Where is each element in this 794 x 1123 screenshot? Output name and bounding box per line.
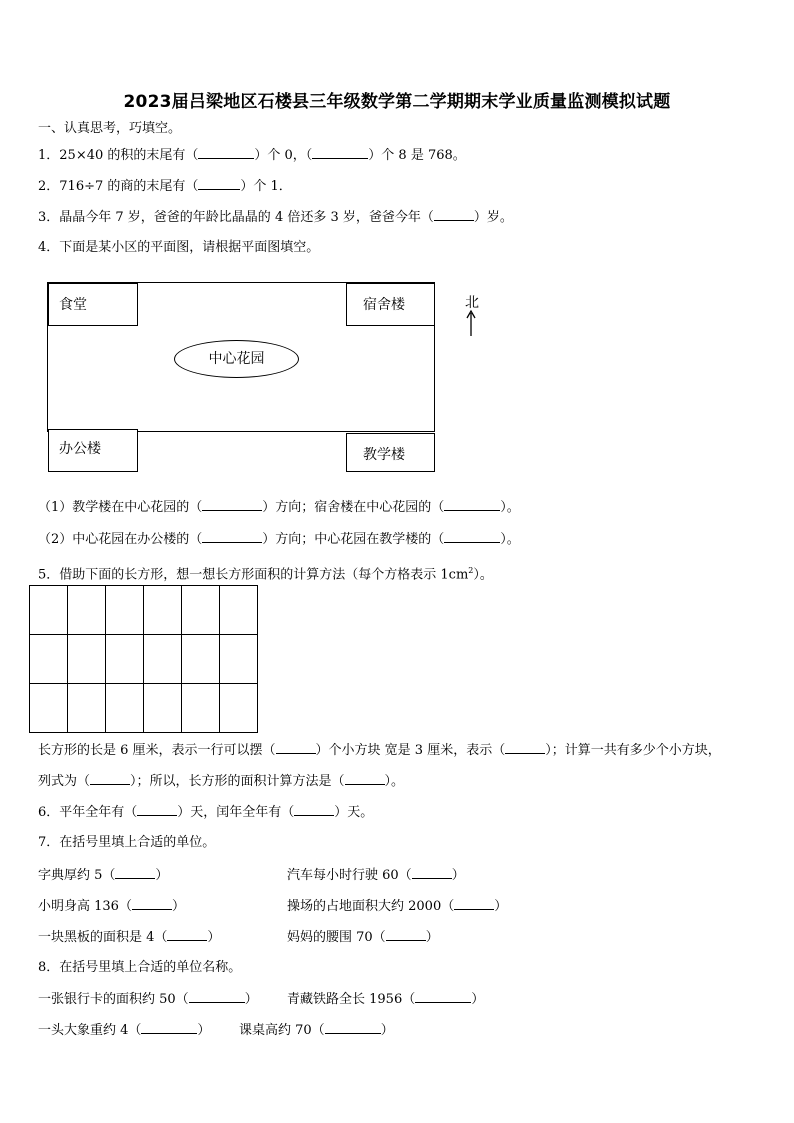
question-5 bbox=[38, 562, 493, 584]
q4-sub1-post: ）。 bbox=[500, 500, 520, 515]
q8-item-3-post: ） bbox=[197, 1023, 211, 1038]
q6-post: ）天。 bbox=[334, 805, 374, 820]
grid-cell bbox=[220, 635, 258, 684]
grid-cell bbox=[144, 684, 182, 733]
question-4-sub-1 bbox=[38, 498, 520, 517]
q7-item-4-post: ） bbox=[494, 899, 508, 914]
q8-item bbox=[287, 990, 484, 1009]
question-1 bbox=[38, 146, 466, 165]
q5-text-sup: 2 bbox=[468, 566, 474, 575]
room-canteen-label: 食堂 bbox=[59, 297, 87, 313]
grid-cell bbox=[144, 586, 182, 635]
q5-line1-pre: 长方形的长是 6 厘米，表示一行可以摆（ bbox=[38, 743, 276, 758]
q6-mid: ）天，闰年全年有（ bbox=[177, 805, 295, 820]
q7-item-6-post: ） bbox=[425, 930, 439, 945]
q5-blank-2[interactable] bbox=[505, 741, 545, 754]
q7-item-3-post: ） bbox=[171, 899, 185, 914]
room-dorm-label: 宿舍楼 bbox=[363, 297, 405, 313]
floor-plan-map bbox=[47, 282, 435, 463]
grid-cell bbox=[68, 684, 106, 733]
q4-sub2-blank-1[interactable] bbox=[202, 530, 262, 543]
q1-blank-1[interactable] bbox=[198, 146, 254, 159]
q8-item-2-post: ） bbox=[471, 992, 485, 1007]
q8-item bbox=[38, 1021, 210, 1040]
q4-sub1-blank-1[interactable] bbox=[202, 498, 262, 511]
q4-sub2-pre: （2）中心花园在办公楼的（ bbox=[38, 532, 203, 547]
question-4: 4．下面是某小区的平面图，请根据平面图填空。 bbox=[38, 240, 320, 255]
q5-text-post: ）。 bbox=[473, 567, 493, 583]
grid-cell bbox=[182, 684, 220, 733]
q1-text-pre: 1．25×40 的积的末尾有（ bbox=[38, 148, 199, 163]
q8-item bbox=[239, 1021, 394, 1040]
q5-blank-3[interactable] bbox=[90, 772, 130, 785]
q5-line2-mid: ）；所以，长方形的面积计算方法是（ bbox=[130, 774, 345, 789]
q7-item bbox=[287, 897, 507, 916]
q7-item-6-blank[interactable] bbox=[386, 928, 426, 941]
room-teaching-label: 教学楼 bbox=[363, 447, 405, 463]
q7-item-1-pre: 字典厚约 5（ bbox=[38, 868, 116, 883]
q2-text-pre: 2．716÷7 的商的末尾有（ bbox=[38, 179, 199, 194]
grid-cell bbox=[106, 684, 144, 733]
question-2 bbox=[38, 177, 292, 196]
grid-cell bbox=[106, 586, 144, 635]
q5-text: 5．借助下面的长方形，想一想长方形面积的计算方法（每个方格表示 1cm bbox=[38, 567, 469, 583]
q7-item bbox=[38, 928, 220, 947]
q5-line1-post: ）；计算一共有多少个小方块， bbox=[545, 743, 721, 758]
q2-text-post: ）个 1． bbox=[240, 179, 292, 194]
question-7: 7．在括号里填上合适的单位。 bbox=[38, 835, 216, 850]
q8-item-1-blank[interactable] bbox=[189, 990, 245, 1003]
page-title: 2023届吕梁地区石楼县三年级数学第二学期期末学业质量监测模拟试题 bbox=[123, 92, 671, 112]
q6-pre: 6．平年全年有（ bbox=[38, 805, 138, 820]
north-arrow-icon bbox=[464, 309, 478, 337]
room-dorm bbox=[346, 283, 435, 326]
grid-cell bbox=[144, 635, 182, 684]
q6-blank-1[interactable] bbox=[137, 803, 177, 816]
q1-blank-2[interactable] bbox=[312, 146, 368, 159]
q7-item bbox=[38, 866, 168, 885]
q5-line2-pre: 列式为（ bbox=[38, 774, 91, 789]
question-3 bbox=[38, 208, 513, 227]
q8-item-2-pre: 青藏铁路全长 1956（ bbox=[287, 992, 416, 1007]
q8-item bbox=[38, 990, 258, 1009]
room-office bbox=[48, 429, 138, 472]
q5-blank-1[interactable] bbox=[276, 741, 316, 754]
grid-row bbox=[30, 684, 258, 733]
q7-item-3-blank[interactable] bbox=[132, 897, 172, 910]
room-office-label: 办公楼 bbox=[59, 441, 101, 457]
q7-item-3-pre: 小明身高 136（ bbox=[38, 899, 132, 914]
q7-item-2-blank[interactable] bbox=[412, 866, 452, 879]
grid-cell bbox=[68, 635, 106, 684]
q3-blank[interactable] bbox=[434, 208, 474, 221]
question-6 bbox=[38, 803, 373, 822]
q8-item-2-blank[interactable] bbox=[415, 990, 471, 1003]
central-garden: 中心花园 bbox=[174, 340, 299, 378]
grid-cell bbox=[182, 586, 220, 635]
grid-cell bbox=[68, 586, 106, 635]
q5-line2-post: ）。 bbox=[384, 774, 405, 789]
grid-cell bbox=[30, 635, 68, 684]
q7-item-6-pre: 妈妈的腰围 70（ bbox=[287, 930, 386, 945]
q8-item-1-pre: 一张银行卡的面积约 50（ bbox=[38, 992, 189, 1007]
question-5-line-1 bbox=[38, 741, 721, 760]
q3-text-pre: 3．晶晶今年 7 岁，爸爸的年龄比晶晶的 4 倍还多 3 岁，爸爸今年（ bbox=[38, 210, 434, 225]
q5-blank-4[interactable] bbox=[345, 772, 385, 785]
q1-text-post: ）个 8 是 768。 bbox=[368, 148, 466, 163]
q7-item-5-blank[interactable] bbox=[167, 928, 207, 941]
grid-row bbox=[30, 586, 258, 635]
section-heading: 一、认真思考，巧填空。 bbox=[38, 121, 182, 136]
q8-item-4-post: ） bbox=[380, 1023, 394, 1038]
room-canteen bbox=[48, 283, 138, 326]
q7-item-5-post: ） bbox=[207, 930, 221, 945]
grid-cell bbox=[106, 635, 144, 684]
question-4-sub-2 bbox=[38, 530, 520, 549]
q7-item-1-blank[interactable] bbox=[115, 866, 155, 879]
q7-item-4-blank[interactable] bbox=[454, 897, 494, 910]
north-label: 北 bbox=[465, 295, 479, 311]
room-teaching bbox=[346, 433, 435, 472]
grid-row bbox=[30, 635, 258, 684]
q3-text-post: ）岁。 bbox=[473, 210, 513, 225]
q7-item bbox=[287, 928, 439, 947]
rectangle-grid bbox=[29, 585, 258, 733]
q4-sub1-mid: ）方向；宿舍楼在中心花园的（ bbox=[262, 500, 445, 515]
q7-item bbox=[38, 897, 185, 916]
q8-item-3-blank[interactable] bbox=[141, 1021, 197, 1034]
q4-sub1-pre: （1）教学楼在中心花园的（ bbox=[38, 500, 203, 515]
q7-item-2-post: ） bbox=[451, 868, 465, 883]
grid-cell bbox=[30, 586, 68, 635]
grid-cell bbox=[220, 586, 258, 635]
q7-item-2-pre: 汽车每小时行驶 60（ bbox=[287, 868, 412, 883]
grid-cell bbox=[30, 684, 68, 733]
grid-cell bbox=[182, 635, 220, 684]
q4-sub1-blank-2[interactable] bbox=[444, 498, 500, 511]
q8-item-1-post: ） bbox=[244, 992, 258, 1007]
question-5-line-2 bbox=[38, 772, 404, 791]
q5-line1-mid: ）个小方块 宽是 3 厘米，表示（ bbox=[315, 743, 506, 758]
question-8: 8．在括号里填上合适的单位名称。 bbox=[38, 960, 242, 975]
q4-sub2-post: ）。 bbox=[500, 532, 520, 547]
q6-blank-2[interactable] bbox=[294, 803, 334, 816]
q8-item-4-blank[interactable] bbox=[325, 1021, 381, 1034]
q4-sub2-mid: ）方向；中心花园在教学楼的（ bbox=[262, 532, 445, 547]
q7-item bbox=[287, 866, 465, 885]
q2-blank[interactable] bbox=[198, 177, 240, 190]
q7-item-5-pre: 一块黑板的面积是 4（ bbox=[38, 930, 168, 945]
q8-item-4-pre: 课桌高约 70（ bbox=[239, 1023, 325, 1038]
q4-sub2-blank-2[interactable] bbox=[444, 530, 500, 543]
q7-item-1-post: ） bbox=[155, 868, 169, 883]
q7-item-4-pre: 操场的占地面积大约 2000（ bbox=[287, 899, 455, 914]
q1-text-mid: ）个 0，（ bbox=[254, 148, 313, 163]
grid-cell bbox=[220, 684, 258, 733]
q8-item-3-pre: 一头大象重约 4（ bbox=[38, 1023, 142, 1038]
